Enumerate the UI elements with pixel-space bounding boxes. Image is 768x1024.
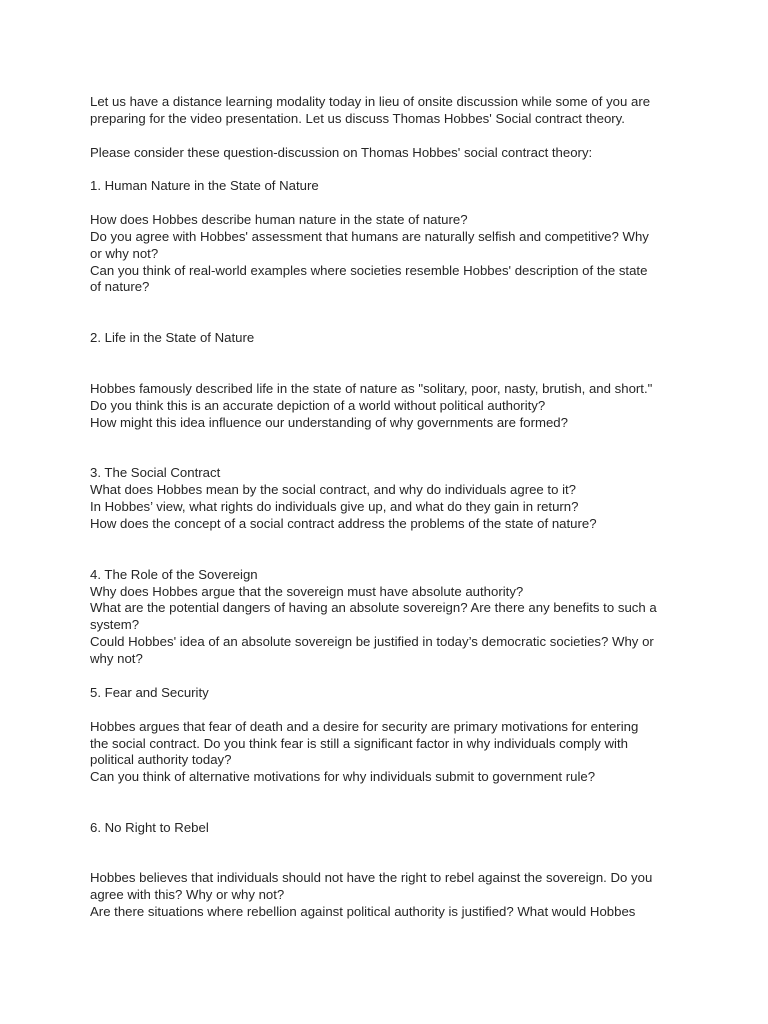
question-line: Hobbes famously described life in the state of nature as "solitary, poor, nasty, brutish, and short." (90, 381, 653, 396)
question-line: How does Hobbes describe human nature in the state of nature? (90, 212, 468, 227)
question-line: Can you think of alternative motivations for why individuals submit to government rule? (90, 769, 596, 784)
intro-line: preparing for the video presentation. Let us discuss Thomas Hobbes' Social contract theory. (90, 111, 625, 126)
question-line: system? (90, 617, 140, 632)
question-line: What does Hobbes mean by the social contract, and why do individuals agree to it? (90, 482, 577, 497)
question-line: the social contract. Do you think fear is still a significant factor in why individuals comply with (90, 736, 628, 751)
question-line: Can you think of real-world examples where societies resemble Hobbes' description of the state (90, 263, 648, 278)
section-heading: 3. The Social Contract (90, 465, 221, 480)
question-line: Why does Hobbes argue that the sovereign must have absolute authority? (90, 584, 524, 599)
question-line: political authority today? (90, 752, 232, 767)
question-line: Are there situations where rebellion against political authority is justified? What would Hobbes (90, 904, 636, 919)
question-line: How might this idea influence our understanding of why governments are formed? (90, 415, 568, 430)
question-line: agree with this? Why or why not? (90, 887, 285, 902)
question-line: Hobbes argues that fear of death and a desire for security are primary motivations for entering (90, 719, 639, 734)
prompt-line: Please consider these question-discussion on Thomas Hobbes' social contract theory: (90, 145, 593, 160)
question-line: Do you agree with Hobbes' assessment that humans are naturally selfish and competitive? Why (90, 229, 649, 244)
question-line: of nature? (90, 279, 150, 294)
question-line: How does the concept of a social contract address the problems of the state of nature? (90, 516, 597, 531)
question-line: What are the potential dangers of having an absolute sovereign? Are there any benefits to such a (90, 600, 657, 615)
section-heading: 6. No Right to Rebel (90, 820, 209, 835)
question-line: Could Hobbes' idea of an absolute sovereign be justified in today’s democratic societies? Why or (90, 634, 654, 649)
section-heading: 1. Human Nature in the State of Nature (90, 178, 319, 193)
question-line: why not? (90, 651, 143, 666)
question-line: Do you think this is an accurate depiction of a world without political authority? (90, 398, 546, 413)
question-line: or why not? (90, 246, 159, 261)
section-heading: 2. Life in the State of Nature (90, 330, 255, 345)
question-line: In Hobbes’ view, what rights do individuals give up, and what do they gain in return? (90, 499, 579, 514)
section-heading: 5. Fear and Security (90, 685, 209, 700)
intro-line: Let us have a distance learning modality today in lieu of onsite discussion while some of you are (90, 94, 651, 109)
question-line: Hobbes believes that individuals should not have the right to rebel against the sovereign. Do you (90, 870, 653, 885)
section-heading: 4. The Role of the Sovereign (90, 567, 258, 582)
